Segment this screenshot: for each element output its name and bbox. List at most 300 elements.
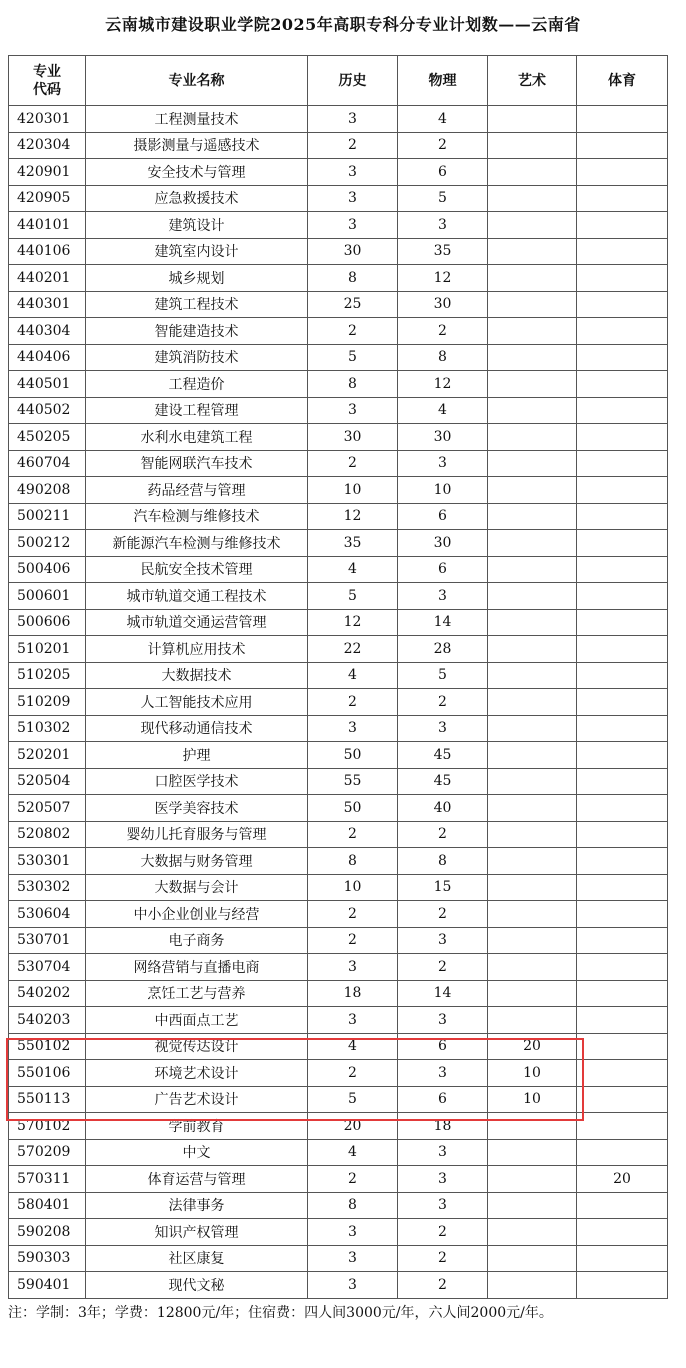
table-row (9, 636, 668, 663)
cell-sports (577, 901, 668, 928)
cell-sports (577, 1219, 668, 1246)
cell-art (488, 901, 577, 928)
cell-code: 450205 (9, 424, 86, 451)
cell-physics: 6 (398, 503, 488, 530)
cell-physics: 4 (398, 106, 488, 133)
cell-name: 网络营销与直播电商 (86, 954, 308, 981)
cell-name: 建筑室内设计 (86, 238, 308, 265)
cell-art (488, 1166, 577, 1193)
cell-history: 2 (308, 1166, 398, 1193)
cell-code: 550113 (9, 1086, 86, 1113)
table-row (9, 344, 668, 371)
cell-physics: 2 (398, 1245, 488, 1272)
cell-physics: 3 (398, 1166, 488, 1193)
cell-history: 4 (308, 556, 398, 583)
cell-history: 10 (308, 477, 398, 504)
cell-sports (577, 371, 668, 398)
cell-physics: 14 (398, 609, 488, 636)
cell-name: 智能建造技术 (86, 318, 308, 345)
cell-art (488, 238, 577, 265)
cell-sports (577, 424, 668, 451)
cell-code: 440502 (9, 397, 86, 424)
cell-history: 2 (308, 132, 398, 159)
cell-history: 35 (308, 530, 398, 557)
cell-art (488, 212, 577, 239)
cell-code: 510205 (9, 662, 86, 689)
cell-art (488, 609, 577, 636)
cell-art (488, 768, 577, 795)
cell-name: 中西面点工艺 (86, 1007, 308, 1034)
cell-sports (577, 1007, 668, 1034)
cell-name: 药品经营与管理 (86, 477, 308, 504)
cell-physics: 4 (398, 397, 488, 424)
cell-art (488, 318, 577, 345)
cell-history: 25 (308, 291, 398, 318)
cell-name: 环境艺术设计 (86, 1060, 308, 1087)
cell-history: 22 (308, 636, 398, 663)
cell-physics: 6 (398, 159, 488, 186)
cell-art (488, 583, 577, 610)
cell-code: 530301 (9, 848, 86, 875)
table-row (9, 397, 668, 424)
cell-physics: 40 (398, 795, 488, 822)
cell-physics: 3 (398, 1192, 488, 1219)
table-row (9, 371, 668, 398)
cell-sports (577, 848, 668, 875)
cell-physics: 2 (398, 901, 488, 928)
cell-physics: 12 (398, 265, 488, 292)
cell-physics: 3 (398, 583, 488, 610)
cell-art (488, 530, 577, 557)
cell-physics: 5 (398, 185, 488, 212)
cell-code: 420301 (9, 106, 86, 133)
cell-history: 30 (308, 238, 398, 265)
cell-history: 18 (308, 980, 398, 1007)
cell-art (488, 848, 577, 875)
cell-physics: 28 (398, 636, 488, 663)
cell-art (488, 821, 577, 848)
table-row (9, 212, 668, 239)
cell-art (488, 1113, 577, 1140)
cell-name: 智能网联汽车技术 (86, 450, 308, 477)
cell-code: 440201 (9, 265, 86, 292)
table-row (9, 106, 668, 133)
cell-art (488, 503, 577, 530)
table-row (9, 583, 668, 610)
enrollment-plan-table (8, 55, 668, 1299)
cell-name: 大数据与财务管理 (86, 848, 308, 875)
cell-name: 汽车检测与维修技术 (86, 503, 308, 530)
cell-sports (577, 159, 668, 186)
table-row (9, 1113, 668, 1140)
cell-sports (577, 609, 668, 636)
table-row (9, 424, 668, 451)
cell-physics: 3 (398, 1060, 488, 1087)
cell-art (488, 1245, 577, 1272)
cell-sports (577, 768, 668, 795)
cell-art (488, 556, 577, 583)
cell-code: 460704 (9, 450, 86, 477)
cell-physics: 2 (398, 132, 488, 159)
cell-history: 12 (308, 503, 398, 530)
cell-physics: 14 (398, 980, 488, 1007)
cell-history: 3 (308, 397, 398, 424)
cell-physics: 12 (398, 371, 488, 398)
table-row (9, 1245, 668, 1272)
cell-name: 计算机应用技术 (86, 636, 308, 663)
table-row (9, 291, 668, 318)
table-row (9, 609, 668, 636)
table-row (9, 742, 668, 769)
cell-name: 人工智能技术应用 (86, 689, 308, 716)
cell-code: 570209 (9, 1139, 86, 1166)
cell-code: 500212 (9, 530, 86, 557)
cell-sports (577, 927, 668, 954)
cell-code: 510302 (9, 715, 86, 742)
cell-name: 摄影测量与遥感技术 (86, 132, 308, 159)
table-row (9, 821, 668, 848)
cell-code: 420905 (9, 185, 86, 212)
cell-history: 5 (308, 1086, 398, 1113)
cell-history: 3 (308, 1245, 398, 1272)
cell-history: 2 (308, 927, 398, 954)
cell-physics: 6 (398, 1033, 488, 1060)
cell-code: 530604 (9, 901, 86, 928)
cell-sports (577, 583, 668, 610)
cell-physics: 30 (398, 424, 488, 451)
table-row (9, 1192, 668, 1219)
cell-name: 医学美容技术 (86, 795, 308, 822)
table-row (9, 689, 668, 716)
cell-name: 城乡规划 (86, 265, 308, 292)
table-row (9, 768, 668, 795)
cell-code: 550106 (9, 1060, 86, 1087)
table-row (9, 556, 668, 583)
cell-sports (577, 185, 668, 212)
header-major-code (9, 56, 86, 106)
cell-name: 大数据与会计 (86, 874, 308, 901)
cell-physics: 3 (398, 212, 488, 239)
table-header-row (9, 56, 668, 106)
cell-code: 520201 (9, 742, 86, 769)
cell-history: 3 (308, 715, 398, 742)
cell-art (488, 424, 577, 451)
cell-name: 建设工程管理 (86, 397, 308, 424)
cell-name: 烹饪工艺与营养 (86, 980, 308, 1007)
cell-name: 护理 (86, 742, 308, 769)
cell-history: 30 (308, 424, 398, 451)
cell-sports: 20 (577, 1166, 668, 1193)
table-row (9, 238, 668, 265)
cell-name: 中小企业创业与经营 (86, 901, 308, 928)
cell-art (488, 344, 577, 371)
table-row (9, 1033, 668, 1060)
cell-sports (577, 662, 668, 689)
cell-sports (577, 1113, 668, 1140)
cell-name: 应急救援技术 (86, 185, 308, 212)
cell-history: 2 (308, 318, 398, 345)
cell-sports (577, 530, 668, 557)
cell-sports (577, 1245, 668, 1272)
cell-art (488, 132, 577, 159)
cell-name: 安全技术与管理 (86, 159, 308, 186)
cell-art (488, 106, 577, 133)
cell-sports (577, 291, 668, 318)
cell-name: 学前教育 (86, 1113, 308, 1140)
table-row (9, 318, 668, 345)
cell-name: 大数据技术 (86, 662, 308, 689)
table-row (9, 1272, 668, 1299)
cell-art (488, 397, 577, 424)
cell-history: 3 (308, 1272, 398, 1299)
cell-physics: 45 (398, 742, 488, 769)
cell-code: 440304 (9, 318, 86, 345)
cell-sports (577, 742, 668, 769)
cell-code: 570311 (9, 1166, 86, 1193)
cell-code: 420901 (9, 159, 86, 186)
cell-physics: 2 (398, 1272, 488, 1299)
cell-name: 建筑设计 (86, 212, 308, 239)
cell-code: 550102 (9, 1033, 86, 1060)
cell-history: 5 (308, 583, 398, 610)
cell-art (488, 689, 577, 716)
cell-art (488, 742, 577, 769)
cell-code: 510201 (9, 636, 86, 663)
cell-code: 510209 (9, 689, 86, 716)
table-row (9, 185, 668, 212)
cell-physics: 35 (398, 238, 488, 265)
cell-name: 新能源汽车检测与维修技术 (86, 530, 308, 557)
cell-history: 50 (308, 795, 398, 822)
cell-code: 440406 (9, 344, 86, 371)
cell-name: 口腔医学技术 (86, 768, 308, 795)
cell-physics: 6 (398, 556, 488, 583)
cell-name: 工程造价 (86, 371, 308, 398)
cell-physics: 3 (398, 1007, 488, 1034)
table-row (9, 980, 668, 1007)
cell-history: 50 (308, 742, 398, 769)
cell-physics: 30 (398, 530, 488, 557)
cell-code: 530302 (9, 874, 86, 901)
cell-art (488, 927, 577, 954)
cell-code: 500606 (9, 609, 86, 636)
cell-history: 3 (308, 212, 398, 239)
cell-code: 500406 (9, 556, 86, 583)
table-row (9, 662, 668, 689)
cell-history: 2 (308, 450, 398, 477)
cell-name: 视觉传达设计 (86, 1033, 308, 1060)
header-code-line1: 专业 (33, 63, 61, 80)
cell-art (488, 477, 577, 504)
cell-sports (577, 238, 668, 265)
cell-sports (577, 821, 668, 848)
cell-name: 婴幼儿托育服务与管理 (86, 821, 308, 848)
cell-history: 3 (308, 1007, 398, 1034)
cell-history: 55 (308, 768, 398, 795)
cell-sports (577, 1033, 668, 1060)
header-code-line2: 代码 (33, 81, 61, 98)
cell-sports (577, 874, 668, 901)
header-major-name: 专业名称 (86, 56, 308, 106)
cell-code: 590208 (9, 1219, 86, 1246)
cell-code: 570102 (9, 1113, 86, 1140)
table-row (9, 159, 668, 186)
cell-history: 10 (308, 874, 398, 901)
cell-name: 中文 (86, 1139, 308, 1166)
cell-sports (577, 318, 668, 345)
cell-art (488, 371, 577, 398)
cell-sports (577, 1192, 668, 1219)
cell-physics: 3 (398, 715, 488, 742)
cell-history: 5 (308, 344, 398, 371)
cell-art (488, 795, 577, 822)
cell-history: 8 (308, 265, 398, 292)
cell-code: 530701 (9, 927, 86, 954)
cell-name: 工程测量技术 (86, 106, 308, 133)
cell-sports (577, 795, 668, 822)
table-row (9, 503, 668, 530)
cell-name: 知识产权管理 (86, 1219, 308, 1246)
cell-sports (577, 980, 668, 1007)
cell-art (488, 1007, 577, 1034)
table-row (9, 1086, 668, 1113)
table-row (9, 901, 668, 928)
cell-history: 2 (308, 689, 398, 716)
header-history: 历史 (308, 56, 398, 106)
cell-name: 法律事务 (86, 1192, 308, 1219)
cell-code: 420304 (9, 132, 86, 159)
cell-art (488, 291, 577, 318)
cell-art (488, 1139, 577, 1166)
cell-sports (577, 1272, 668, 1299)
cell-code: 500211 (9, 503, 86, 530)
cell-art (488, 185, 577, 212)
cell-art (488, 715, 577, 742)
cell-sports (577, 450, 668, 477)
table-row (9, 450, 668, 477)
cell-physics: 2 (398, 689, 488, 716)
cell-physics: 5 (398, 662, 488, 689)
cell-art (488, 265, 577, 292)
cell-history: 3 (308, 185, 398, 212)
cell-name: 现代移动通信技术 (86, 715, 308, 742)
header-physics: 物理 (398, 56, 488, 106)
cell-history: 3 (308, 954, 398, 981)
cell-physics: 3 (398, 927, 488, 954)
cell-code: 580401 (9, 1192, 86, 1219)
cell-sports (577, 954, 668, 981)
cell-code: 540203 (9, 1007, 86, 1034)
cell-sports (577, 1060, 668, 1087)
cell-code: 440301 (9, 291, 86, 318)
cell-name: 广告艺术设计 (86, 1086, 308, 1113)
cell-sports (577, 132, 668, 159)
cell-art (488, 159, 577, 186)
cell-history: 8 (308, 848, 398, 875)
table-row (9, 265, 668, 292)
cell-physics: 2 (398, 821, 488, 848)
table-row (9, 927, 668, 954)
cell-history: 2 (308, 901, 398, 928)
cell-code: 590401 (9, 1272, 86, 1299)
cell-name: 建筑工程技术 (86, 291, 308, 318)
cell-physics: 8 (398, 344, 488, 371)
cell-history: 8 (308, 1192, 398, 1219)
table-row (9, 848, 668, 875)
cell-name: 电子商务 (86, 927, 308, 954)
table-row (9, 1166, 668, 1193)
table-row (9, 1060, 668, 1087)
cell-sports (577, 106, 668, 133)
cell-physics: 10 (398, 477, 488, 504)
cell-name: 水利水电建筑工程 (86, 424, 308, 451)
cell-art (488, 1192, 577, 1219)
cell-art: 20 (488, 1033, 577, 1060)
cell-sports (577, 265, 668, 292)
cell-history: 3 (308, 1219, 398, 1246)
cell-physics: 45 (398, 768, 488, 795)
table-row (9, 1219, 668, 1246)
cell-sports (577, 689, 668, 716)
cell-code: 520504 (9, 768, 86, 795)
cell-code: 520802 (9, 821, 86, 848)
cell-code: 440101 (9, 212, 86, 239)
cell-history: 12 (308, 609, 398, 636)
cell-history: 8 (308, 371, 398, 398)
cell-sports (577, 556, 668, 583)
cell-art (488, 1219, 577, 1246)
cell-art: 10 (488, 1060, 577, 1087)
cell-physics: 30 (398, 291, 488, 318)
cell-history: 3 (308, 106, 398, 133)
cell-code: 440106 (9, 238, 86, 265)
cell-history: 2 (308, 1060, 398, 1087)
cell-physics: 2 (398, 954, 488, 981)
cell-physics: 6 (398, 1086, 488, 1113)
cell-name: 民航安全技术管理 (86, 556, 308, 583)
cell-physics: 2 (398, 318, 488, 345)
footnote: 注：学制：3年；学费：12800元/年；住宿费：四人间3000元/年，六人间2000元/年。 (8, 1305, 553, 1321)
cell-name: 建筑消防技术 (86, 344, 308, 371)
cell-art (488, 1272, 577, 1299)
table-row (9, 795, 668, 822)
document-title: 云南城市建设职业学院2025年高职专科分专业计划数——云南省 (105, 15, 581, 34)
cell-physics: 3 (398, 450, 488, 477)
cell-art (488, 450, 577, 477)
cell-physics: 15 (398, 874, 488, 901)
cell-art (488, 954, 577, 981)
cell-history: 2 (308, 821, 398, 848)
cell-history: 4 (308, 1033, 398, 1060)
cell-code: 540202 (9, 980, 86, 1007)
table-row (9, 132, 668, 159)
header-art: 艺术 (488, 56, 577, 106)
cell-physics: 2 (398, 1219, 488, 1246)
cell-art (488, 874, 577, 901)
cell-code: 440501 (9, 371, 86, 398)
cell-art (488, 662, 577, 689)
table-row (9, 530, 668, 557)
cell-name: 城市轨道交通工程技术 (86, 583, 308, 610)
table-body (9, 106, 668, 1299)
table-row (9, 477, 668, 504)
table-row (9, 874, 668, 901)
cell-name: 现代文秘 (86, 1272, 308, 1299)
cell-history: 3 (308, 159, 398, 186)
table-row (9, 954, 668, 981)
cell-sports (577, 212, 668, 239)
cell-art (488, 636, 577, 663)
